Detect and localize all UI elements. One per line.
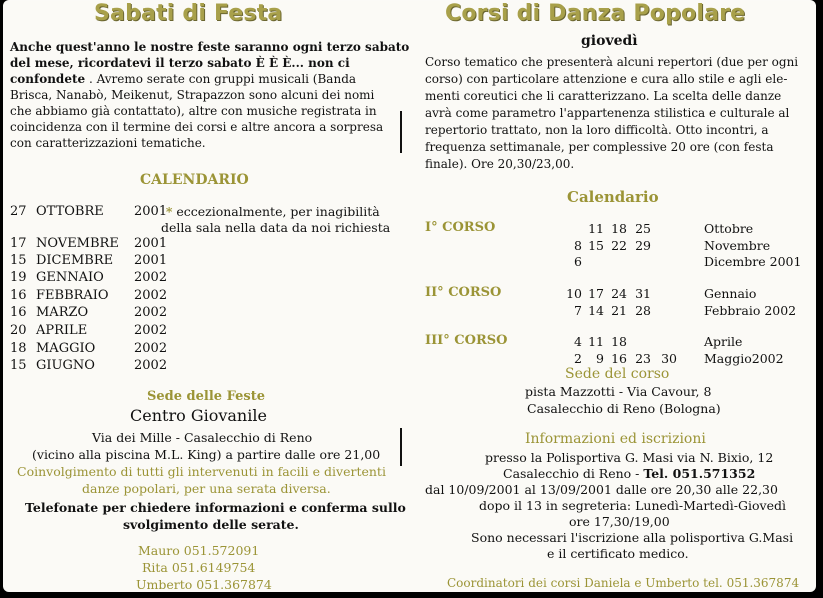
course-date: 30 xyxy=(661,350,677,366)
calendar-row xyxy=(10,323,168,338)
course-date: 18 xyxy=(611,334,627,349)
calendar-row xyxy=(10,305,168,320)
right-subtitle: giovedì xyxy=(581,33,638,49)
calendar-year: 2002 xyxy=(134,288,168,303)
course-date: 15 xyxy=(588,237,604,253)
venue-hint: (vicino alla piscina M.L. King) a partire dalle ore 21,00 xyxy=(32,447,381,462)
info-line-2-town: Casalecchio di Reno - xyxy=(503,466,644,481)
calendar-year: 2001 xyxy=(134,204,168,219)
course-venue-heading: Sede del corso xyxy=(565,366,670,382)
calendar-year: 2002 xyxy=(134,341,168,356)
course-label: III° CORSO xyxy=(425,333,508,348)
calendar-year: 2001 xyxy=(134,253,168,268)
calendar-row xyxy=(10,204,104,219)
info-line-2 xyxy=(503,466,755,481)
calendar-month: APRILE xyxy=(36,323,88,338)
right-calendar-title: Calendario xyxy=(567,188,659,206)
info-line-6: Sono necessari l'iscrizione alla polisportiva G.Masi xyxy=(471,530,794,545)
left-paragraph-line-6: coincidenza con il termine dei corsi e altre ancora a sorpresa xyxy=(10,120,384,134)
calendar-month: MARZO xyxy=(36,305,89,320)
calendar-day: 15 xyxy=(10,253,27,268)
course-venue-line-1: pista Mazzotti - Via Cavour, 8 xyxy=(525,384,712,399)
course-venue-line-2: Casalecchio di Reno (Bologna) xyxy=(527,401,721,416)
course-date: 31 xyxy=(635,286,651,301)
contact-rita: Rita 051.6149754 xyxy=(142,560,256,575)
contact-mauro: Mauro 051.572091 xyxy=(138,543,260,558)
right-paragraph-line-1: Corso tematico che presenterà alcuni repertori (due per ogni xyxy=(425,55,799,69)
info-line-4: dopo il 13 in segreteria: Lunedì-Martedì-Giovedì xyxy=(479,498,786,513)
involvement-line-2: danze popolari, per una serata diversa. xyxy=(82,481,331,496)
calendar-year: 2002 xyxy=(134,305,168,320)
course-month: Aprile xyxy=(704,334,743,349)
left-paragraph-emphasis: confondete xyxy=(10,72,86,86)
course-date: 8 xyxy=(574,237,582,253)
course-date: 11 xyxy=(588,221,604,236)
flyer-sheet xyxy=(3,0,816,592)
venue-heading: Sede delle Feste xyxy=(147,389,265,404)
calendar-row xyxy=(10,288,168,303)
course-date: 14 xyxy=(588,302,604,318)
calendar-month: FEBBRAIO xyxy=(36,288,109,303)
course-date: 22 xyxy=(611,237,627,253)
calendar-row xyxy=(10,341,168,356)
left-title: Sabati di Festa xyxy=(94,1,283,26)
course-month: Dicembre 2001 xyxy=(704,254,802,269)
calendar-note-asterisk: * xyxy=(165,204,173,219)
course-month: Febbraio 2002 xyxy=(704,302,797,318)
contact-umberto: Umberto 051.367874 xyxy=(136,577,272,592)
course-date: 23 xyxy=(635,350,651,366)
course-month: Gennaio xyxy=(704,286,757,301)
calendar-day: 27 xyxy=(10,204,27,219)
course-label: II° CORSO xyxy=(425,285,502,300)
course-date: 24 xyxy=(611,286,627,301)
calendar-row xyxy=(10,270,168,285)
right-paragraph-line-4: avrà come parametro l'appartenenza stilistica e culturale al xyxy=(425,106,790,120)
left-paragraph-line-4: Brisca, Nanabò, Meikenut, Strapazzon sono alcuni dei nomi xyxy=(10,88,375,102)
calendar-note-line-2: della sala nella data da noi richiesta xyxy=(161,220,391,235)
left-paragraph-line-1: Anche quest'anno le nostre feste saranno ogni terzo sabato xyxy=(10,40,410,54)
calendar-day: 20 xyxy=(10,323,27,338)
calendar-day: 16 xyxy=(10,305,27,320)
info-heading: Informazioni ed iscrizioni xyxy=(525,431,706,447)
info-line-3: dal 10/09/2001 al 13/09/2001 dalle ore 20,30 alle 22,30 xyxy=(425,482,778,497)
right-paragraph-line-2: corso) con particolare attenzione e cura allo stile e agli ele- xyxy=(425,72,788,86)
calendar-row xyxy=(10,253,168,268)
course-date: 17 xyxy=(588,286,604,301)
right-paragraph-line-6: frequenza settimanale, per complessive 20 ore (con festa xyxy=(425,140,774,154)
coordinators-note: Coordinatori dei corsi Daniela e Umberto tel. 051.367874 xyxy=(447,576,800,590)
course-date: 11 xyxy=(588,334,604,349)
course-date: 29 xyxy=(635,237,651,253)
calendar-month: GENNAIO xyxy=(36,270,104,285)
course-month: Ottobre xyxy=(704,221,754,236)
right-title: Corsi di Danza Popolare xyxy=(445,1,746,26)
divider-bracket-top xyxy=(400,111,402,153)
calendar-day: 15 xyxy=(10,358,27,373)
course-date: 7 xyxy=(574,302,582,318)
right-paragraph-line-7: finale). Ore 20,30/23,00. xyxy=(425,157,575,171)
right-paragraph-line-3: menti coreutici che li caratterizzano. La scelta delle danze xyxy=(425,89,782,103)
course-date: 21 xyxy=(611,302,627,318)
left-paragraph-line-7: con caratterizzazioni tematiche. xyxy=(10,136,206,150)
info-line-7: e il certificato medico. xyxy=(547,546,689,561)
involvement-line-1: Coinvolgimento di tutti gli intervenuti in facili e divertenti xyxy=(17,464,386,479)
phone-note-line-1: Telefonate per chiedere informazioni e conferma sullo xyxy=(25,500,406,515)
phone-note-line-2: svolgimento delle serate. xyxy=(123,517,299,532)
calendar-row xyxy=(10,358,168,373)
course-month: Maggio2002 xyxy=(704,350,784,366)
calendar-month: OTTOBRE xyxy=(36,204,104,219)
course-date: 25 xyxy=(635,221,651,236)
calendar-day: 16 xyxy=(10,288,27,303)
course-date: 28 xyxy=(635,302,651,318)
info-phone: Tel. 051.571352 xyxy=(643,466,756,481)
calendar-row xyxy=(10,236,168,251)
calendar-day: 17 xyxy=(10,236,27,251)
course-label: I° CORSO xyxy=(425,220,496,235)
calendar-month: GIUGNO xyxy=(36,358,95,373)
left-paragraph-line-5: che abbiamo già contattato), altre con musiche registrata in xyxy=(10,104,377,118)
course-date: 18 xyxy=(611,221,627,236)
calendar-note-line-1 xyxy=(134,204,380,219)
course-date: 9 xyxy=(596,350,604,366)
right-paragraph-line-5: repertorio trattato, non la loro difficoltà. Otto incontri, a xyxy=(425,123,769,137)
left-calendar-title: CALENDARIO xyxy=(140,172,249,188)
calendar-year: 2002 xyxy=(134,323,168,338)
calendar-year: 2002 xyxy=(134,358,168,373)
left-paragraph-line-3-rest: . Avremo serate con gruppi musicali (Banda xyxy=(85,72,357,86)
calendar-month: DICEMBRE xyxy=(36,253,114,268)
left-paragraph-line-3 xyxy=(10,72,356,86)
calendar-day: 19 xyxy=(10,270,27,285)
course-date: 10 xyxy=(566,286,582,301)
divider-bracket-bottom xyxy=(400,428,402,466)
venue-name: Centro Giovanile xyxy=(130,406,267,425)
calendar-month: MAGGIO xyxy=(36,341,96,356)
calendar-note-text-1: eccezionalmente, per inagibilità xyxy=(176,204,380,219)
course-date: 6 xyxy=(574,254,582,269)
info-line-1: presso la Polisportiva G. Masi via N. Bixio, 12 xyxy=(485,450,774,465)
left-paragraph-line-2: del mese, ricordatevi il terzo sabato È È È... non ci xyxy=(10,56,350,70)
calendar-year: 2002 xyxy=(134,270,168,285)
calendar-day: 18 xyxy=(10,341,27,356)
info-line-5: ore 17,30/19,00 xyxy=(569,514,670,529)
course-date: 2 xyxy=(574,350,582,366)
course-month: Novembre xyxy=(704,237,771,253)
course-date: 4 xyxy=(574,334,582,349)
course-date: 16 xyxy=(611,350,627,366)
calendar-year: 2001 xyxy=(134,236,168,251)
calendar-month: NOVEMBRE xyxy=(36,236,119,251)
venue-address: Via dei Mille - Casalecchio di Reno xyxy=(92,430,313,445)
